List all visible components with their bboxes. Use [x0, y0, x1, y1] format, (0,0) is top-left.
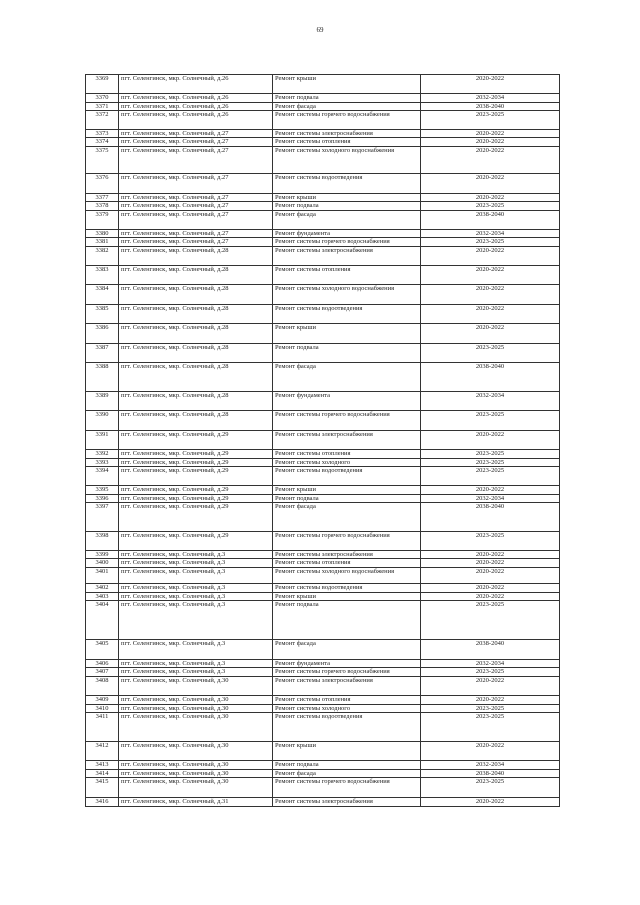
work-type-cell: Ремонт системы горячего водоснабжения — [273, 111, 421, 130]
table-row — [86, 147, 560, 174]
row-number-cell: 3382 — [86, 247, 119, 266]
table-row — [86, 94, 560, 103]
address-cell: пгт. Селенгинск, мкр. Солнечный, д.3 — [119, 568, 273, 584]
work-type-cell: Ремонт фундамента — [273, 660, 421, 668]
work-type-cell: Ремонт фундамента — [273, 392, 421, 411]
table-row — [86, 503, 560, 532]
table-row — [86, 266, 560, 285]
period-cell: 2023-2025 — [421, 713, 560, 742]
address-cell: пгт. Селенгинск, мкр. Солнечный, д.27 — [119, 211, 273, 230]
period-cell: 2023-2025 — [421, 111, 560, 130]
address-cell: пгт. Селенгинск, мкр. Солнечный, д.3 — [119, 559, 273, 568]
address-cell: пгт. Селенгинск, мкр. Солнечный, д.28 — [119, 305, 273, 324]
row-number-cell: 3413 — [86, 761, 119, 770]
row-number-cell: 3406 — [86, 660, 119, 668]
row-number-cell: 3392 — [86, 450, 119, 459]
table-row — [86, 305, 560, 324]
row-number-cell: 3373 — [86, 130, 119, 138]
work-type-cell: Ремонт крыши — [273, 324, 421, 344]
address-cell: пгт. Селенгинск, мкр. Солнечный, д.28 — [119, 266, 273, 285]
row-number-cell: 3393 — [86, 459, 119, 467]
period-cell: 2020-2022 — [421, 138, 560, 147]
period-cell: 2038-2040 — [421, 503, 560, 532]
period-cell: 2032-2034 — [421, 392, 560, 411]
table-row — [86, 238, 560, 247]
period-cell: 2023-2025 — [421, 450, 560, 459]
address-cell: пгт. Селенгинск, мкр. Солнечный, д.3 — [119, 640, 273, 660]
period-cell: 2032-2034 — [421, 660, 560, 668]
table-row — [86, 174, 560, 194]
row-number-cell: 3381 — [86, 238, 119, 247]
work-type-cell: Ремонт фасада — [273, 211, 421, 230]
work-type-cell: Ремонт системы горячего водоснабжения — [273, 238, 421, 247]
address-cell: пгт. Селенгинск, мкр. Солнечный, д.3 — [119, 593, 273, 601]
period-cell: 2023-2025 — [421, 202, 560, 211]
work-type-cell: Ремонт фасада — [273, 640, 421, 660]
row-number-cell: 3383 — [86, 266, 119, 285]
address-cell: пгт. Селенгинск, мкр. Солнечный, д.31 — [119, 798, 273, 807]
row-number-cell: 3399 — [86, 551, 119, 559]
work-type-cell: Ремонт крыши — [273, 486, 421, 495]
table-row — [86, 363, 560, 392]
row-number-cell: 3391 — [86, 431, 119, 450]
work-type-cell: Ремонт системы холодного водоснабжения — [273, 285, 421, 305]
row-number-cell: 3384 — [86, 285, 119, 305]
table-row — [86, 194, 560, 202]
row-number-cell: 3395 — [86, 486, 119, 495]
address-cell: пгт. Селенгинск, мкр. Солнечный, д.29 — [119, 431, 273, 450]
row-number-cell: 3386 — [86, 324, 119, 344]
address-cell: пгт. Селенгинск, мкр. Солнечный, д.29 — [119, 450, 273, 459]
table-row — [86, 593, 560, 601]
address-cell: пгт. Селенгинск, мкр. Солнечный, д.3 — [119, 551, 273, 559]
address-cell: пгт. Селенгинск, мкр. Солнечный, д.28 — [119, 247, 273, 266]
row-number-cell: 3401 — [86, 568, 119, 584]
row-number-cell: 3388 — [86, 363, 119, 392]
table-row — [86, 705, 560, 713]
period-cell: 2020-2022 — [421, 324, 560, 344]
period-cell: 2020-2022 — [421, 559, 560, 568]
table-row — [86, 103, 560, 111]
table-row — [86, 486, 560, 495]
period-cell: 2038-2040 — [421, 103, 560, 111]
address-cell: пгт. Селенгинск, мкр. Солнечный, д.29 — [119, 467, 273, 486]
address-cell: пгт. Селенгинск, мкр. Солнечный, д.30 — [119, 713, 273, 742]
row-number-cell: 3376 — [86, 174, 119, 194]
address-cell: пгт. Селенгинск, мкр. Солнечный, д.27 — [119, 230, 273, 238]
row-number-cell: 3411 — [86, 713, 119, 742]
table-row — [86, 285, 560, 305]
row-number-cell: 3404 — [86, 601, 119, 640]
table-row — [86, 713, 560, 742]
period-cell: 2023-2025 — [421, 344, 560, 363]
address-cell: пгт. Селенгинск, мкр. Солнечный, д.28 — [119, 344, 273, 363]
row-number-cell: 3400 — [86, 559, 119, 568]
row-number-cell: 3371 — [86, 103, 119, 111]
period-cell: 2020-2022 — [421, 584, 560, 593]
row-number-cell: 3412 — [86, 742, 119, 761]
row-number-cell: 3408 — [86, 677, 119, 696]
period-cell: 2023-2025 — [421, 668, 560, 677]
row-number-cell: 3416 — [86, 798, 119, 807]
address-cell: пгт. Селенгинск, мкр. Солнечный, д.29 — [119, 459, 273, 467]
repair-schedule-table — [85, 74, 560, 807]
work-type-cell: Ремонт подвала — [273, 202, 421, 211]
period-cell: 2020-2022 — [421, 285, 560, 305]
period-cell: 2038-2040 — [421, 363, 560, 392]
address-cell: пгт. Селенгинск, мкр. Солнечный, д.3 — [119, 660, 273, 668]
work-type-cell: Ремонт фундамента — [273, 230, 421, 238]
address-cell: пгт. Селенгинск, мкр. Солнечный, д.28 — [119, 411, 273, 431]
table-row — [86, 324, 560, 344]
period-cell: 2023-2025 — [421, 411, 560, 431]
row-number-cell: 3394 — [86, 467, 119, 486]
work-type-cell: Ремонт крыши — [273, 742, 421, 761]
table-row — [86, 551, 560, 559]
work-type-cell: Ремонт фасада — [273, 103, 421, 111]
work-type-cell: Ремонт системы водоотведения — [273, 584, 421, 593]
work-type-cell: Ремонт системы электроснабжения — [273, 431, 421, 450]
table-row — [86, 568, 560, 584]
address-cell: пгт. Селенгинск, мкр. Солнечный, д.30 — [119, 705, 273, 713]
address-cell: пгт. Селенгинск, мкр. Солнечный, д.29 — [119, 503, 273, 532]
period-cell: 2038-2040 — [421, 640, 560, 660]
table-row — [86, 742, 560, 761]
period-cell: 2020-2022 — [421, 486, 560, 495]
address-cell: пгт. Селенгинск, мкр. Солнечный, д.3 — [119, 584, 273, 593]
row-number-cell: 3380 — [86, 230, 119, 238]
table-row — [86, 467, 560, 486]
row-number-cell: 3405 — [86, 640, 119, 660]
work-type-cell: Ремонт фасада — [273, 503, 421, 532]
row-number-cell: 3370 — [86, 94, 119, 103]
row-number-cell: 3396 — [86, 495, 119, 503]
table-row — [86, 230, 560, 238]
period-cell: 2020-2022 — [421, 75, 560, 94]
work-type-cell: Ремонт системы отопления — [273, 266, 421, 285]
address-cell: пгт. Селенгинск, мкр. Солнечный, д.28 — [119, 285, 273, 305]
row-number-cell: 3385 — [86, 305, 119, 324]
table-row — [86, 111, 560, 130]
period-cell: 2020-2022 — [421, 551, 560, 559]
period-cell: 2020-2022 — [421, 174, 560, 194]
address-cell: пгт. Селенгинск, мкр. Солнечный, д.27 — [119, 238, 273, 247]
address-cell: пгт. Селенгинск, мкр. Солнечный, д.27 — [119, 194, 273, 202]
period-cell: 2023-2025 — [421, 778, 560, 798]
work-type-cell: Ремонт системы холодного водоснабжения — [273, 147, 421, 174]
work-type-cell: Ремонт крыши — [273, 75, 421, 94]
row-number-cell: 3409 — [86, 696, 119, 705]
table-row — [86, 778, 560, 798]
address-cell: пгт. Селенгинск, мкр. Солнечный, д.3 — [119, 668, 273, 677]
address-cell: пгт. Селенгинск, мкр. Солнечный, д.26 — [119, 75, 273, 94]
row-number-cell: 3390 — [86, 411, 119, 431]
work-type-cell: Ремонт системы электроснабжения — [273, 677, 421, 696]
period-cell: 2023-2025 — [421, 238, 560, 247]
table-row — [86, 640, 560, 660]
page-number: 69 — [316, 26, 324, 34]
work-type-cell: Ремонт системы электроснабжения — [273, 247, 421, 266]
period-cell: 2023-2025 — [421, 459, 560, 467]
work-type-cell: Ремонт системы отопления — [273, 559, 421, 568]
work-type-cell: Ремонт подвала — [273, 495, 421, 503]
period-cell: 2020-2022 — [421, 798, 560, 807]
table-row — [86, 584, 560, 593]
work-type-cell: Ремонт системы холодного — [273, 459, 421, 467]
row-number-cell: 3397 — [86, 503, 119, 532]
work-type-cell: Ремонт системы электроснабжения — [273, 551, 421, 559]
period-cell: 2023-2025 — [421, 705, 560, 713]
period-cell: 2020-2022 — [421, 593, 560, 601]
row-number-cell: 3372 — [86, 111, 119, 130]
row-number-cell: 3407 — [86, 668, 119, 677]
work-type-cell: Ремонт системы водоотведения — [273, 713, 421, 742]
row-number-cell: 3410 — [86, 705, 119, 713]
table-row — [86, 559, 560, 568]
period-cell: 2020-2022 — [421, 194, 560, 202]
table-row — [86, 211, 560, 230]
work-type-cell: Ремонт системы горячего водоснабжения — [273, 411, 421, 431]
period-cell: 2020-2022 — [421, 305, 560, 324]
row-number-cell: 3379 — [86, 211, 119, 230]
address-cell: пгт. Селенгинск, мкр. Солнечный, д.27 — [119, 138, 273, 147]
period-cell: 2020-2022 — [421, 742, 560, 761]
address-cell: пгт. Селенгинск, мкр. Солнечный, д.30 — [119, 696, 273, 705]
table-row — [86, 431, 560, 450]
work-type-cell: Ремонт подвала — [273, 601, 421, 640]
work-type-cell: Ремонт системы водоотведения — [273, 305, 421, 324]
period-cell: 2032-2034 — [421, 94, 560, 103]
period-cell: 2032-2034 — [421, 230, 560, 238]
row-number-cell: 3378 — [86, 202, 119, 211]
work-type-cell: Ремонт системы водоотведения — [273, 467, 421, 486]
address-cell: пгт. Селенгинск, мкр. Солнечный, д.30 — [119, 761, 273, 770]
table-body — [86, 75, 560, 807]
row-number-cell: 3377 — [86, 194, 119, 202]
address-cell: пгт. Селенгинск, мкр. Солнечный, д.30 — [119, 742, 273, 761]
period-cell: 2032-2034 — [421, 761, 560, 770]
work-type-cell: Ремонт системы электроснабжения — [273, 798, 421, 807]
work-type-cell: Ремонт системы холодного — [273, 705, 421, 713]
table-row — [86, 696, 560, 705]
work-type-cell: Ремонт системы горячего водоснабжения — [273, 668, 421, 677]
work-type-cell: Ремонт подвала — [273, 94, 421, 103]
address-cell: пгт. Селенгинск, мкр. Солнечный, д.27 — [119, 202, 273, 211]
table-row — [86, 138, 560, 147]
table-row — [86, 344, 560, 363]
address-cell: пгт. Селенгинск, мкр. Солнечный, д.29 — [119, 486, 273, 495]
address-cell: пгт. Селенгинск, мкр. Солнечный, д.28 — [119, 363, 273, 392]
table-row — [86, 798, 560, 807]
address-cell: пгт. Селенгинск, мкр. Солнечный, д.3 — [119, 601, 273, 640]
period-cell: 2038-2040 — [421, 211, 560, 230]
row-number-cell: 3402 — [86, 584, 119, 593]
table-row — [86, 411, 560, 431]
work-type-cell: Ремонт подвала — [273, 761, 421, 770]
row-number-cell: 3369 — [86, 75, 119, 94]
address-cell: пгт. Селенгинск, мкр. Солнечный, д.28 — [119, 392, 273, 411]
table-row — [86, 450, 560, 459]
table-row — [86, 761, 560, 770]
table-row — [86, 247, 560, 266]
period-cell: 2023-2025 — [421, 467, 560, 486]
row-number-cell: 3414 — [86, 770, 119, 778]
table-row — [86, 601, 560, 640]
address-cell: пгт. Селенгинск, мкр. Солнечный, д.29 — [119, 495, 273, 503]
address-cell: пгт. Селенгинск, мкр. Солнечный, д.30 — [119, 778, 273, 798]
work-type-cell: Ремонт системы водоотведения — [273, 174, 421, 194]
table-row — [86, 677, 560, 696]
period-cell: 2023-2025 — [421, 532, 560, 551]
period-cell: 2020-2022 — [421, 247, 560, 266]
work-type-cell: Ремонт системы горячего водоснабжения — [273, 778, 421, 798]
address-cell: пгт. Селенгинск, мкр. Солнечный, д.30 — [119, 770, 273, 778]
table-row — [86, 202, 560, 211]
period-cell: 2020-2022 — [421, 130, 560, 138]
row-number-cell: 3374 — [86, 138, 119, 147]
work-type-cell: Ремонт системы отопления — [273, 138, 421, 147]
period-cell: 2020-2022 — [421, 266, 560, 285]
work-type-cell: Ремонт фасада — [273, 363, 421, 392]
work-type-cell: Ремонт системы электроснабжения — [273, 130, 421, 138]
row-number-cell: 3387 — [86, 344, 119, 363]
period-cell: 2038-2040 — [421, 770, 560, 778]
period-cell: 2020-2022 — [421, 147, 560, 174]
row-number-cell: 3398 — [86, 532, 119, 551]
work-type-cell: Ремонт системы отопления — [273, 696, 421, 705]
period-cell: 2020-2022 — [421, 568, 560, 584]
address-cell: пгт. Селенгинск, мкр. Солнечный, д.26 — [119, 94, 273, 103]
address-cell: пгт. Селенгинск, мкр. Солнечный, д.27 — [119, 147, 273, 174]
table-row — [86, 668, 560, 677]
table-row — [86, 495, 560, 503]
work-type-cell: Ремонт системы горячего водоснабжения — [273, 532, 421, 551]
address-cell: пгт. Селенгинск, мкр. Солнечный, д.26 — [119, 111, 273, 130]
work-type-cell: Ремонт крыши — [273, 194, 421, 202]
table-row — [86, 770, 560, 778]
work-type-cell: Ремонт системы холодного водоснабжения — [273, 568, 421, 584]
address-cell: пгт. Селенгинск, мкр. Солнечный, д.28 — [119, 324, 273, 344]
period-cell: 2020-2022 — [421, 677, 560, 696]
period-cell: 2020-2022 — [421, 696, 560, 705]
table-row — [86, 130, 560, 138]
address-cell: пгт. Селенгинск, мкр. Солнечный, д.27 — [119, 130, 273, 138]
table-row — [86, 532, 560, 551]
work-type-cell: Ремонт системы отопления — [273, 450, 421, 459]
period-cell: 2023-2025 — [421, 601, 560, 640]
table-row — [86, 392, 560, 411]
address-cell: пгт. Селенгинск, мкр. Солнечный, д.30 — [119, 677, 273, 696]
table-row — [86, 75, 560, 94]
table-row — [86, 459, 560, 467]
work-type-cell: Ремонт фасада — [273, 770, 421, 778]
row-number-cell: 3389 — [86, 392, 119, 411]
period-cell: 2020-2022 — [421, 431, 560, 450]
row-number-cell: 3403 — [86, 593, 119, 601]
address-cell: пгт. Селенгинск, мкр. Солнечный, д.27 — [119, 174, 273, 194]
table-row — [86, 660, 560, 668]
period-cell: 2032-2034 — [421, 495, 560, 503]
work-type-cell: Ремонт подвала — [273, 344, 421, 363]
row-number-cell: 3375 — [86, 147, 119, 174]
work-type-cell: Ремонт крыши — [273, 593, 421, 601]
address-cell: пгт. Селенгинск, мкр. Солнечный, д.26 — [119, 103, 273, 111]
address-cell: пгт. Селенгинск, мкр. Солнечный, д.29 — [119, 532, 273, 551]
row-number-cell: 3415 — [86, 778, 119, 798]
